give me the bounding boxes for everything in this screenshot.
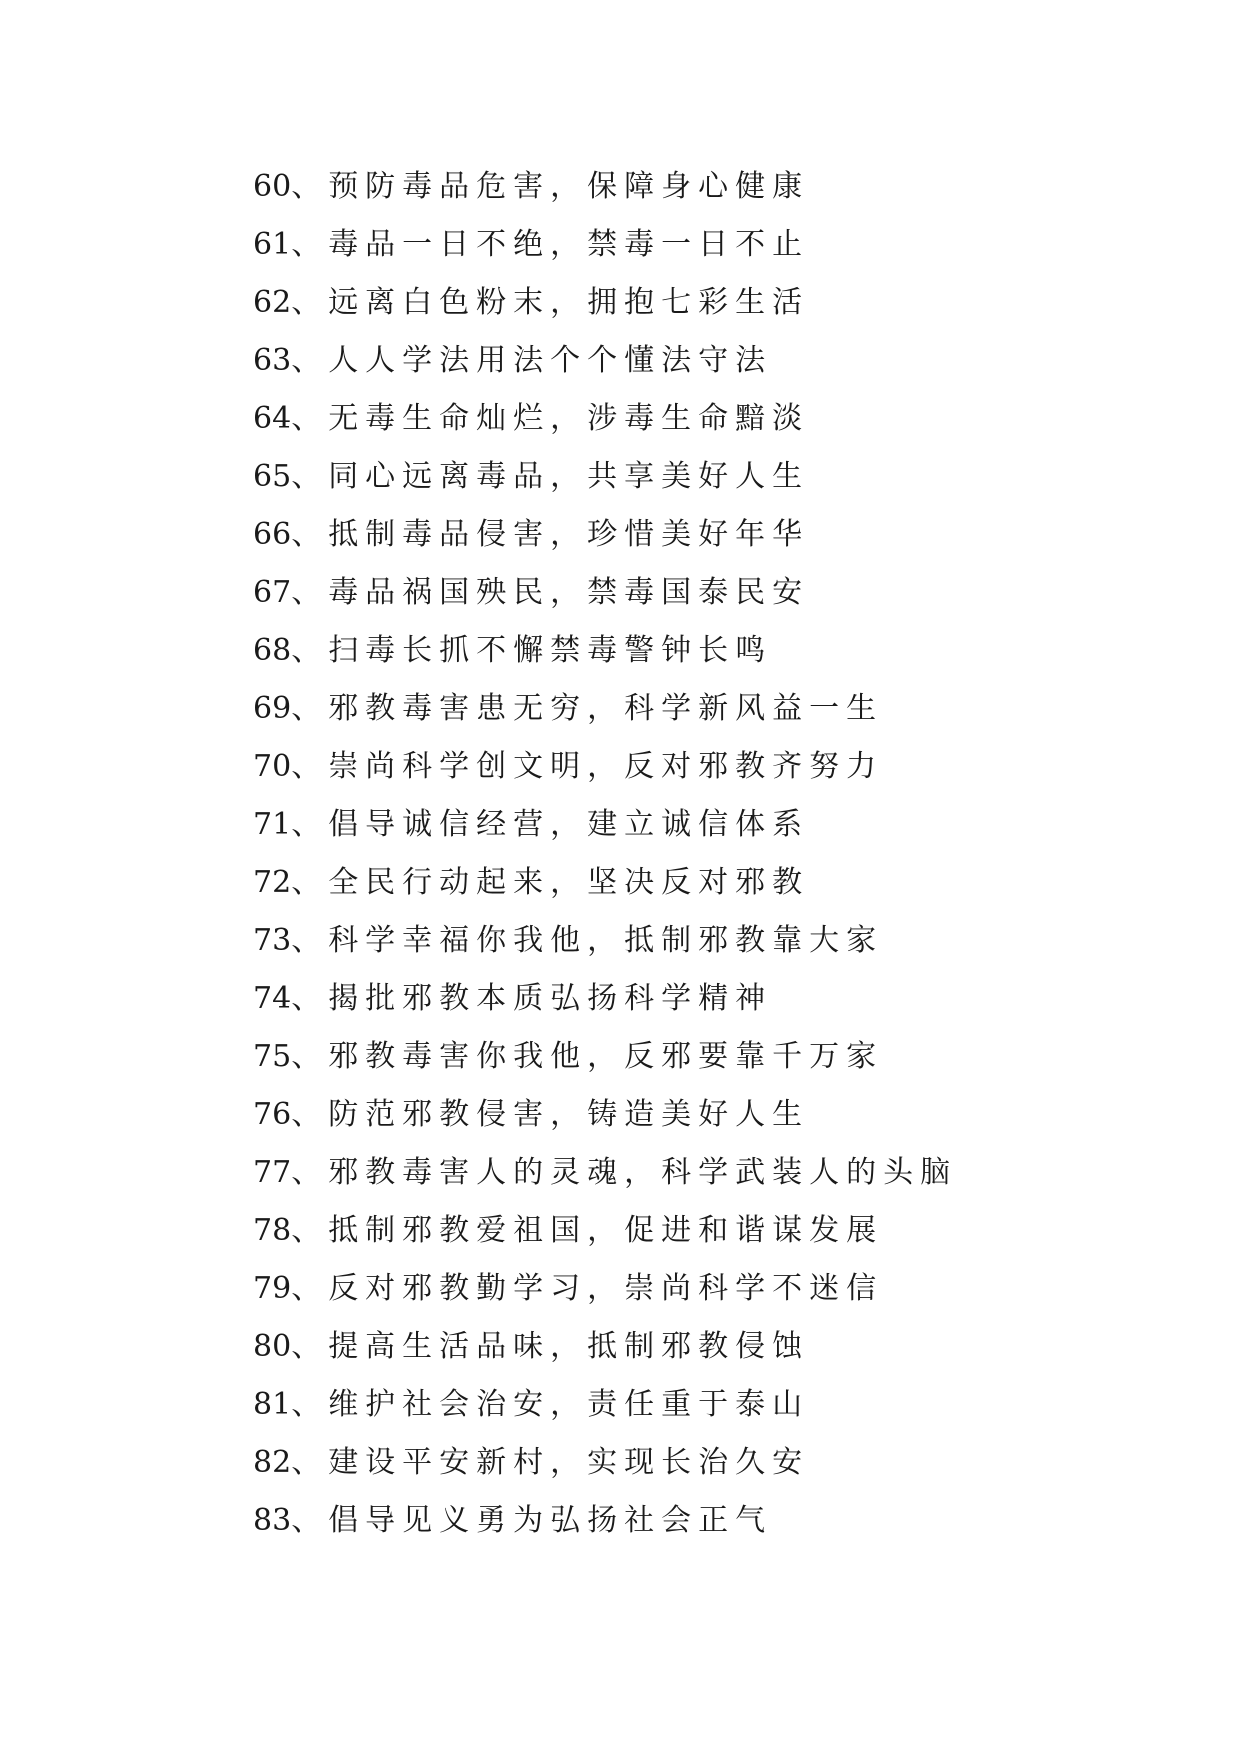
item-separator: 、: [291, 1387, 329, 1422]
list-item: [253, 1144, 957, 1202]
list-item: [253, 738, 957, 796]
item-text: 崇尚科学创文明，反对邪教齐努力: [328, 749, 884, 784]
item-text: 无毒生命灿烂，涉毒生命黯淡: [328, 401, 810, 436]
item-text: 人人学法用法个个懂法守法: [328, 343, 773, 378]
list-item: [253, 274, 957, 332]
item-text: 远离白色粉末，拥抱七彩生活: [328, 285, 810, 320]
list-item: [253, 1376, 957, 1434]
item-separator: 、: [291, 343, 329, 378]
item-text: 毒品祸国殃民，禁毒国泰民安: [328, 575, 810, 610]
item-separator: 、: [291, 807, 329, 842]
item-separator: 、: [291, 923, 329, 958]
item-text: 同心远离毒品，共享美好人生: [328, 459, 810, 494]
list-item: [253, 796, 957, 854]
list-item: [253, 912, 957, 970]
item-text: 倡导见义勇为弘扬社会正气: [328, 1503, 773, 1538]
item-text: 抵制邪教爱祖国，促进和谐谋发展: [328, 1213, 884, 1248]
item-number: 76: [253, 1097, 292, 1132]
item-separator: 、: [291, 1213, 329, 1248]
item-number: 77: [253, 1155, 292, 1190]
item-number: 61: [253, 227, 292, 262]
item-text: 反对邪教勤学习，崇尚科学不迷信: [328, 1271, 884, 1306]
list-item: [253, 1434, 957, 1492]
item-number: 66: [253, 517, 292, 552]
list-item: [253, 390, 957, 448]
item-separator: 、: [291, 981, 329, 1016]
item-text: 预防毒品危害，保障身心健康: [328, 169, 810, 204]
item-text: 维护社会治安，责任重于泰山: [328, 1387, 810, 1422]
item-number: 62: [253, 285, 292, 320]
item-separator: 、: [291, 633, 329, 668]
item-text: 科学幸福你我他，抵制邪教靠大家: [328, 923, 884, 958]
item-separator: 、: [291, 691, 329, 726]
list-item: [253, 448, 957, 506]
item-text: 防范邪教侵害，铸造美好人生: [328, 1097, 810, 1132]
item-number: 75: [253, 1039, 292, 1074]
item-separator: 、: [291, 575, 329, 610]
item-separator: 、: [291, 517, 329, 552]
item-separator: 、: [291, 227, 329, 262]
item-text: 扫毒长抓不懈禁毒警钟长鸣: [328, 633, 773, 668]
list-item: [253, 1318, 957, 1376]
list-item: [253, 622, 957, 680]
list-item: [253, 1086, 957, 1144]
list-item: [253, 332, 957, 390]
item-number: 79: [253, 1271, 292, 1306]
slogan-list: [253, 158, 957, 1550]
list-item: [253, 1492, 957, 1550]
item-separator: 、: [291, 749, 329, 784]
list-item: [253, 680, 957, 738]
item-text: 倡导诚信经营，建立诚信体系: [328, 807, 810, 842]
item-number: 81: [253, 1387, 292, 1422]
item-separator: 、: [291, 1155, 329, 1190]
item-separator: 、: [291, 1271, 329, 1306]
list-item: [253, 1028, 957, 1086]
item-number: 82: [253, 1445, 292, 1480]
list-item: [253, 216, 957, 274]
item-number: 65: [253, 459, 292, 494]
item-text: 邪教毒害患无穷，科学新风益一生: [328, 691, 884, 726]
item-separator: 、: [291, 285, 329, 320]
item-text: 毒品一日不绝，禁毒一日不止: [328, 227, 810, 262]
list-item: [253, 970, 957, 1028]
item-text: 建设平安新村，实现长治久安: [328, 1445, 810, 1480]
item-number: 80: [253, 1329, 292, 1364]
list-item: [253, 1202, 957, 1260]
item-number: 74: [253, 981, 292, 1016]
list-item: [253, 854, 957, 912]
list-item: [253, 1260, 957, 1318]
item-number: 67: [253, 575, 292, 610]
item-separator: 、: [291, 1329, 329, 1364]
item-text: 全民行动起来，坚决反对邪教: [328, 865, 810, 900]
item-separator: 、: [291, 401, 329, 436]
item-separator: 、: [291, 1039, 329, 1074]
list-item: [253, 158, 957, 216]
item-separator: 、: [291, 169, 329, 204]
item-number: 72: [253, 865, 292, 900]
item-separator: 、: [291, 1445, 329, 1480]
item-number: 70: [253, 749, 292, 784]
item-number: 63: [253, 343, 292, 378]
item-number: 71: [253, 807, 292, 842]
item-number: 60: [253, 169, 292, 204]
item-text: 提高生活品味，抵制邪教侵蚀: [328, 1329, 810, 1364]
item-text: 邪教毒害人的灵魂，科学武装人的头脑: [328, 1155, 958, 1190]
item-text: 揭批邪教本质弘扬科学精神: [328, 981, 773, 1016]
list-item: [253, 506, 957, 564]
item-separator: 、: [291, 459, 329, 494]
item-number: 73: [253, 923, 292, 958]
item-separator: 、: [291, 865, 329, 900]
item-number: 69: [253, 691, 292, 726]
item-number: 68: [253, 633, 292, 668]
item-separator: 、: [291, 1097, 329, 1132]
item-number: 83: [253, 1503, 292, 1538]
item-text: 邪教毒害你我他，反邪要靠千万家: [328, 1039, 884, 1074]
item-number: 78: [253, 1213, 292, 1248]
list-item: [253, 564, 957, 622]
item-text: 抵制毒品侵害，珍惜美好年华: [328, 517, 810, 552]
item-separator: 、: [291, 1503, 329, 1538]
item-number: 64: [253, 401, 292, 436]
